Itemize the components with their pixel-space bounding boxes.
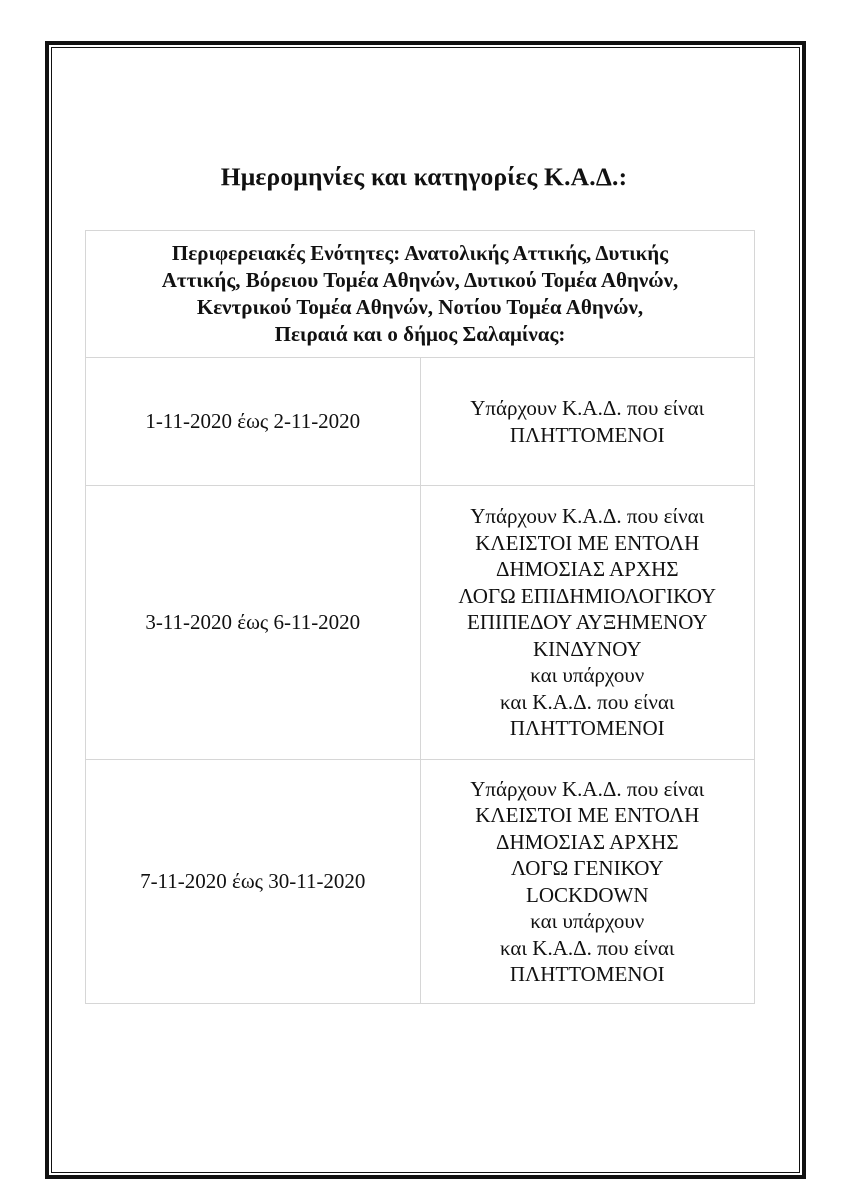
- status-line: ΔΗΜΟΣΙΑΣ ΑΡΧΗΣ: [495, 829, 679, 854]
- period-cell: 7-11-2020 έως 30-11-2020: [86, 760, 421, 1004]
- status-line: ΚΛΕΙΣΤΟΙ ΜΕ ΕΝΤΟΛΗ: [475, 803, 700, 827]
- period-cell: 3-11-2020 έως 6-11-2020: [86, 486, 421, 760]
- regions-header-line: Αττικής, Βόρειου Τομέα Αθηνών, Δυτικού Τομέα Αθηνών,: [161, 268, 679, 292]
- kad-dates-table: [85, 230, 755, 1004]
- status-line: ΠΛΗΤΤΟΜΕΝΟΙ: [509, 422, 665, 447]
- status-line: ΛΟΓΩ ΕΠΙΔΗΜΙΟΛΟΓΙΚΟΥ: [458, 583, 717, 608]
- status-line: Υπάρχουν Κ.Α.Δ. που είναι: [470, 504, 705, 529]
- status-line: ΚΛΕΙΣΤΟΙ ΜΕ ΕΝΤΟΛΗ: [475, 530, 700, 555]
- table-row: [86, 486, 755, 760]
- status-line: Υπάρχουν Κ.Α.Δ. που είναι: [470, 776, 705, 801]
- status-line: και Κ.Α.Δ. που είναι: [499, 935, 675, 960]
- status-cell: [420, 760, 755, 1004]
- status-line: ΛΟΓΩ ΓΕΝΙΚΟΥ: [510, 856, 664, 880]
- status-line: ΠΛΗΤΤΟΜΕΝΟΙ: [509, 962, 665, 986]
- status-line: ΠΛΗΤΤΟΜΕΝΟΙ: [509, 716, 665, 741]
- regions-header-line: Κεντρικού Τομέα Αθηνών, Νοτίου Τομέα Αθηνών,: [196, 295, 644, 319]
- status-line: ΚΙΝΔΥΝΟΥ: [533, 636, 642, 661]
- status-line: και Κ.Α.Δ. που είναι: [499, 689, 675, 714]
- status-line: LOCKDOWN: [526, 882, 649, 907]
- status-line: και υπάρχουν: [530, 663, 645, 688]
- document-title: Ημερομηνίες και κατηγορίες Κ.Α.Δ.:: [220, 162, 628, 191]
- table-row: [86, 760, 755, 1004]
- regions-header-line: Περιφερειακές Ενότητες: Ανατολικής Αττικής, Δυτικής: [171, 241, 669, 265]
- status-line: και υπάρχουν: [530, 909, 645, 933]
- table-row: [86, 358, 755, 486]
- status-line: ΕΠΙΠΕΔΟΥ ΑΥΞΗΜΕΝΟΥ: [467, 610, 708, 635]
- status-line: ΔΗΜΟΣΙΑΣ ΑΡΧΗΣ: [495, 557, 679, 582]
- table-header-row: [86, 231, 755, 358]
- regions-header-line: Πειραιά και ο δήμος Σαλαμίνας:: [274, 322, 566, 346]
- status-line: Υπάρχουν Κ.Α.Δ. που είναι: [470, 396, 705, 420]
- period-cell: 1-11-2020 έως 2-11-2020: [86, 358, 421, 486]
- status-cell: [420, 358, 755, 486]
- status-cell: [420, 486, 755, 760]
- regions-header-cell: [86, 231, 755, 358]
